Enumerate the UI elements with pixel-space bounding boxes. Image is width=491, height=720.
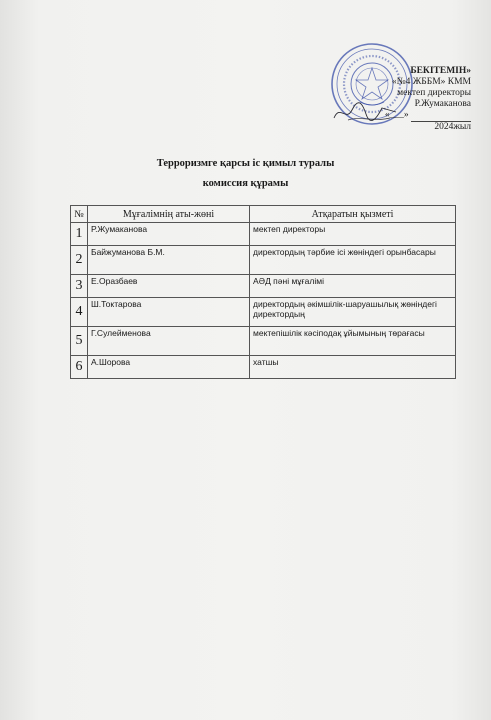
row-number: 6 (71, 356, 88, 379)
row-name: Ш.Токтарова (88, 298, 250, 327)
approval-date-prefix: «___» (384, 110, 409, 120)
row-role: мектепішілік кәсіподақ ұйымының төрағасы (250, 327, 456, 356)
row-name: Байжуманова Б.М. (88, 246, 250, 275)
approval-organization: «№4 ЖББМ» КММ (391, 77, 471, 87)
row-role: мектеп директоры (250, 223, 456, 246)
approval-signer: Р.Жумаканова (414, 99, 471, 109)
header-teacher-name: Мұғалімнің аты-жөні (88, 206, 250, 223)
row-name: Е.Оразбаев (88, 275, 250, 298)
row-number: 1 (71, 223, 88, 246)
row-name: Р.Жумаканова (88, 223, 250, 246)
row-role: директордың тәрбие ісі жөніндегі орынбасары (250, 246, 456, 275)
row-number: 2 (71, 246, 88, 275)
approval-block (331, 66, 471, 133)
row-number: 5 (71, 327, 88, 356)
row-name: Г.Сулейменова (88, 327, 250, 356)
commission-members-table (70, 205, 456, 379)
row-number: 3 (71, 275, 88, 298)
row-role: директордың әкімшілік-шаруашылық жөніндегі директордың (250, 298, 456, 327)
table-row (71, 356, 456, 379)
table-row (71, 327, 456, 356)
row-name: А.Шорова (88, 356, 250, 379)
approval-date-blank (411, 110, 471, 122)
document-title-line-2: комиссия құрамы (202, 178, 289, 189)
row-role: АӘД пәні мұғалімі (250, 275, 456, 298)
table-header-row (71, 206, 456, 223)
approval-position: мектеп директоры (397, 88, 471, 98)
table-row (71, 275, 456, 298)
header-position: Атқаратын қызметі (250, 206, 456, 223)
approval-heading: БЕКІТЕМІН» (410, 66, 471, 76)
row-role: хатшы (250, 356, 456, 379)
header-number: № (71, 206, 88, 223)
document-title-line-1: Терроризмге қарсы іс қимыл туралы (156, 158, 335, 169)
row-number: 4 (71, 298, 88, 327)
table-row (71, 246, 456, 275)
table-row (71, 223, 456, 246)
table-row (71, 298, 456, 327)
approval-year: 2024жыл (434, 122, 471, 132)
